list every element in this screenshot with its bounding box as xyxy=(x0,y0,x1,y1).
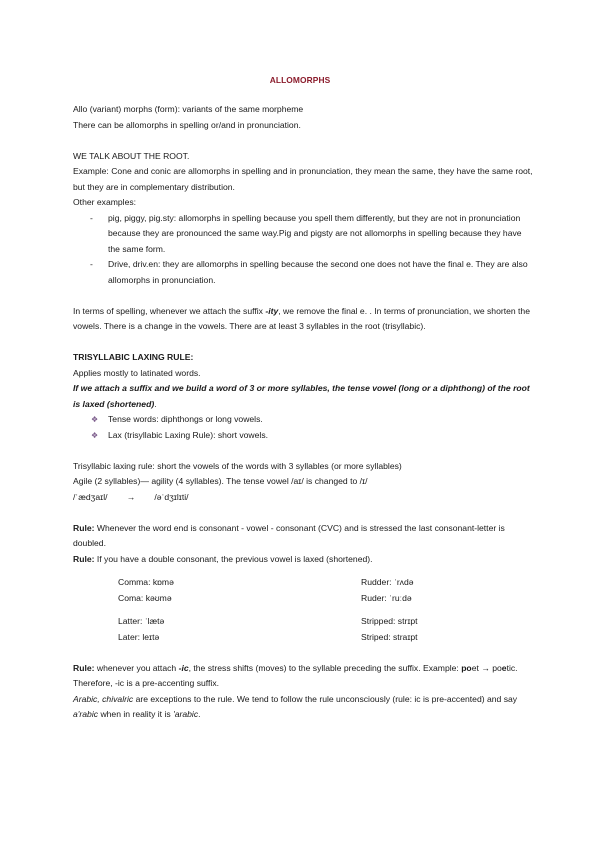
trisyllabic-line-1: Trisyllabic laxing rule: short the vowels of the words with 3 syllables (or more syllables) xyxy=(73,460,402,471)
table-row: Latter: ˈlætə Stripped: strɪpt xyxy=(118,616,418,626)
table-row: Comma: kɒmə Rudder: ˈrʌdə xyxy=(118,577,414,587)
laxing-list xyxy=(73,412,533,443)
laxing-applies: Applies mostly to latinated words. xyxy=(73,367,201,378)
document-body xyxy=(73,102,533,723)
cvc-rule: Rule: Whenever the word end is consonant - vowel - consonant (CVC) and is stressed the last consonant-letter is doubled. xyxy=(73,522,505,548)
suffix-ity: -ity xyxy=(265,305,279,316)
ipa-transcription: /ˈædʒaɪl/ → /əˈdʒɪlɪti/ xyxy=(73,491,189,502)
laxing-heading: TRISYLLABIC LAXING RULE: xyxy=(73,352,194,362)
intro-line-1: Allo (variant) morphs (form): variants of the same morpheme xyxy=(73,104,304,114)
root-examples-list xyxy=(73,211,533,289)
list-item: - pig, piggy, pig.sty: allomorphs in spelling because you spell them differently, but they are not in pronunciation because they are pronounced the same way.Pig and pigsty are not allomorphs in spelling because they have the same form. xyxy=(90,212,522,254)
diamond-bullet-icon: ❖ xyxy=(91,415,99,424)
double-consonant-rule: Rule: If you have a double consonant, the previous vowel is laxed (shortened). xyxy=(73,553,373,564)
list-item: ❖ Lax (trisyllabic Laxing Rule): short vowels. xyxy=(73,428,533,444)
ic-rule: Rule: whenever you attach -ic, the stress shifts (moves) to the syllable preceding the suffix. Example: poet → poetic. Therefore, -ic is a pre-accenting suffix. xyxy=(73,662,518,688)
examples-table xyxy=(118,575,518,645)
list-item: - Drive, driv.en: they are allomorphs in spelling because the second one does not have the final e. They are also allomorphs in pronunciation. xyxy=(90,259,528,285)
dash-bullet: - xyxy=(90,212,93,223)
laxing-rule: If we attach a suffix and we build a word of 3 or more syllables, the tense vowel (long or a diphthong) of the root is laxed (shortened). xyxy=(73,383,530,409)
root-example: Example: Cone and conic are allomorphs in spelling and in pronunciation, they mean the same, they have the same root, but they are in complementary distribution. xyxy=(73,166,533,192)
diamond-bullet-icon: ❖ xyxy=(91,430,99,440)
suffix-ic: -ic xyxy=(178,662,189,673)
root-heading: WE TALK ABOUT THE ROOT. xyxy=(73,150,190,161)
trisyllabic-line-2: Agile (2 syllables)— agility (4 syllables). The tense vowel /aɪ/ is changed to /ɪ/ xyxy=(73,476,368,486)
other-examples-label: Other examples: xyxy=(73,197,137,207)
dash-bullet: - xyxy=(90,259,93,269)
table-row: Later: leɪtə Striped: straɪpt xyxy=(118,631,418,642)
list-item: ❖ Tense words: diphthongs or long vowels. xyxy=(73,412,533,428)
ic-exceptions: Arabic, chivalric are exceptions to the rule. We tend to follow the rule unconsciously (rule: ic is pre-accented) and say a'rabic when in reality it is 'arabic. xyxy=(73,693,518,719)
page-title: ALLOMORPHS xyxy=(269,75,331,85)
arrow-icon: → xyxy=(126,491,136,502)
intro-line-2: There can be allomorphs in spelling or/and in pronunciation. xyxy=(73,119,301,130)
table-row: Coma: kəʊmə Ruder: ˈruːdə xyxy=(118,592,412,603)
spelling-paragraph: In terms of spelling, whenever we attach the suffix -ity, we remove the final e. . In terms of pronunciation, we shorten the vowels. There is a change in the vowels. There are at least 3 syllables in the root (trisyllabic). xyxy=(73,305,530,331)
